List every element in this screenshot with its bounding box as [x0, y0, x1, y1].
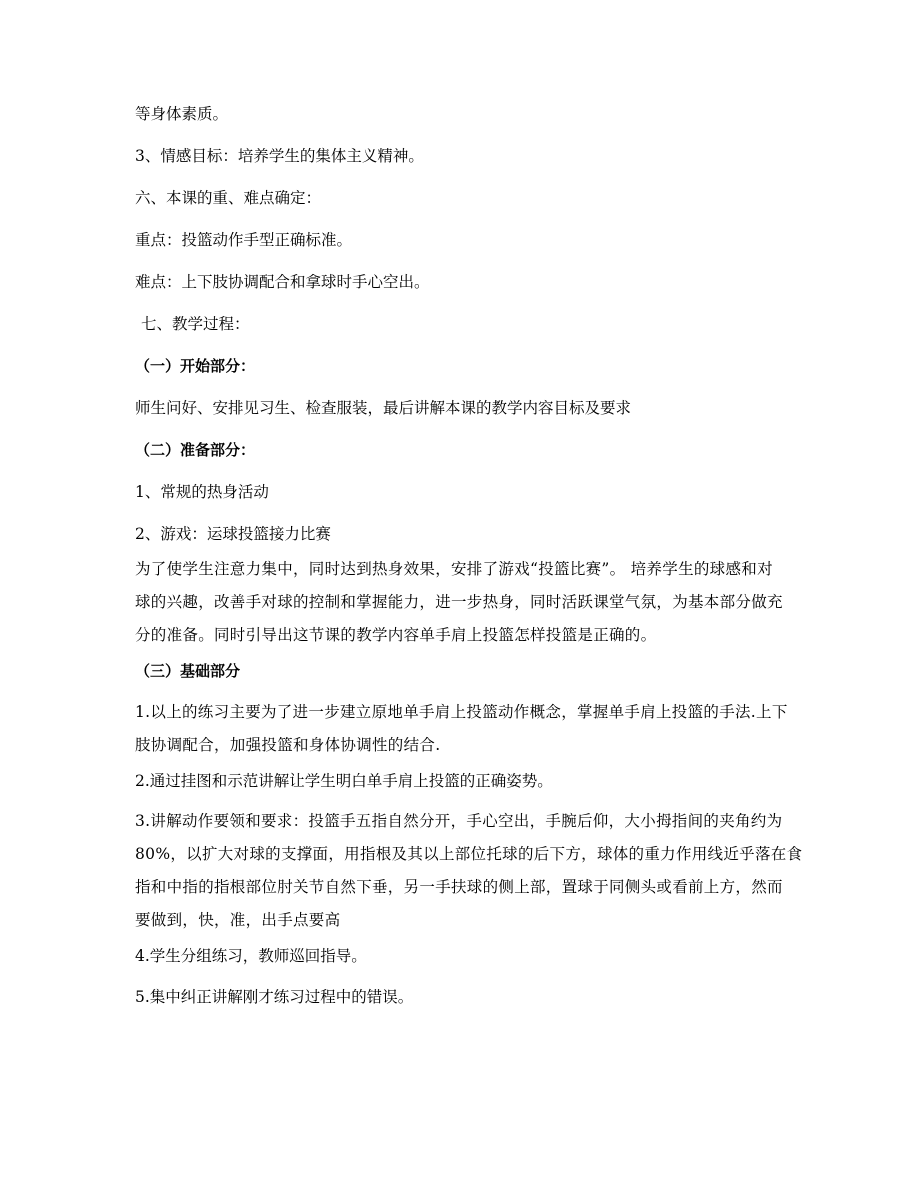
text-line: 3.讲解动作要领和要求：投篮手五指自然分开，手心空出，手腕后仰，大小拇指间的夹角约为 — [135, 812, 783, 830]
paragraph-opening-content: 师生问好、安排见习生、检查服装，最后讲解本课的教学内容目标及要求 — [135, 399, 632, 417]
paragraph-error-correction: 5.集中纠正讲解刚才练习过程中的错误。 — [135, 988, 414, 1006]
document-body — [135, 104, 803, 1007]
paragraph-key-point: 重点：投篮动作手型正确标准。 — [135, 231, 353, 249]
text-line: 1.以上的练习主要为了进一步建立原地单手肩上投篮动作概念，掌握单手肩上投篮的手法.上下 — [135, 703, 788, 721]
paragraph-demonstration: 2.通过挂图和示范讲解让学生明白单手肩上投篮的正确姿势。 — [135, 772, 553, 790]
text-line: 指和中指的指根部位肘关节自然下垂，另一手扶球的侧上部，置球于同侧头或看前上方，然而 — [135, 878, 783, 896]
text-line: 分的准备。同时引导出这节课的教学内容单手肩上投篮怎样投篮是正确的。 — [135, 626, 657, 644]
paragraph-game-description — [135, 553, 783, 652]
subheading-preparation-part: （二）准备部分： — [135, 441, 256, 459]
paragraph-warmup: 1、常规的热身活动 — [135, 483, 269, 501]
subheading-opening-part: （一）开始部分： — [135, 357, 256, 375]
section-heading-teaching-process: 七、教学过程： — [141, 315, 250, 333]
paragraph-game: 2、游戏：运球投篮接力比赛 — [135, 525, 331, 543]
paragraph-difficulty: 难点：上下肢协调配合和拿球时手心空出。 — [135, 273, 430, 291]
subheading-basic-part: （三）基础部分 — [135, 662, 241, 680]
text-line: 要做到，快，准，出手点要高 — [135, 911, 341, 929]
paragraph-practice-purpose — [135, 696, 788, 762]
paragraph-technique-explanation — [135, 805, 803, 937]
section-heading-key-points: 六、本课的重、难点确定： — [135, 189, 322, 207]
text-line: 80%，以扩大对球的支撑面，用指根及其以上部位托球的后下方，球体的重力作用线近乎落在食 — [135, 845, 803, 863]
text-line: 肢协调配合，加强投篮和身体协调性的结合. — [135, 736, 441, 754]
paragraph-group-practice: 4.学生分组练习，教师巡回指导。 — [135, 947, 367, 965]
paragraph-physical-quality: 等身体素质。 — [135, 105, 229, 123]
text-line: 球的兴趣，改善手对球的控制和掌握能力，进一步热身，同时活跃课堂气氛，为基本部分做充 — [135, 593, 783, 611]
paragraph-emotional-goal: 3、情感目标：培养学生的集体主义精神。 — [135, 147, 424, 165]
text-line: 为了使学生注意力集中，同时达到热身效果，安排了游戏“投篮比赛”。 培养学生的球感和对 — [135, 560, 773, 578]
